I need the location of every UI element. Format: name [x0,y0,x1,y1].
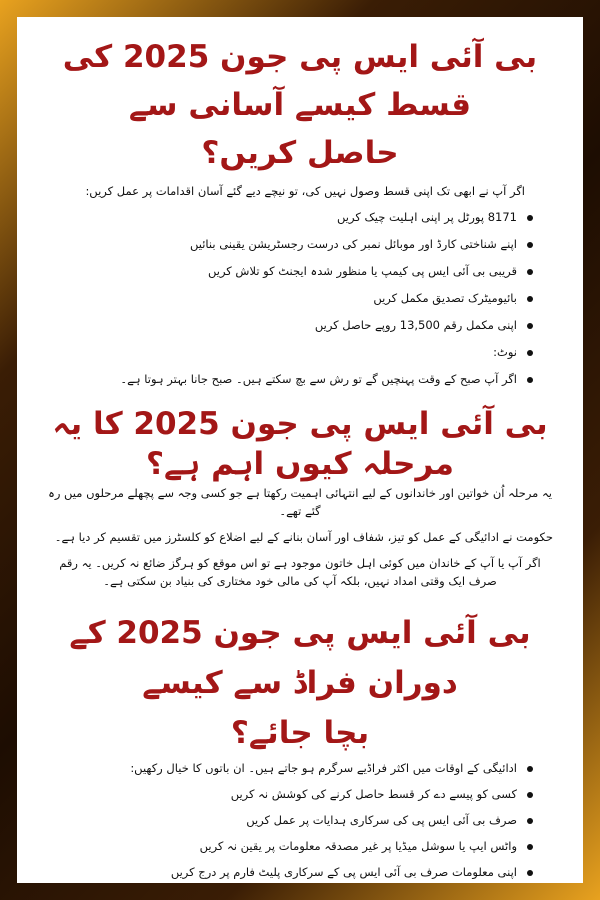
section2-title: بی آئی ایس پی جون 2025 کا یہ مرحلہ کیوں اہم ہے؟ [52,406,548,482]
list-item: نوٹ: [37,342,533,363]
article-card [17,17,583,883]
list-item: کسی کو پیسے دے کر قسط حاصل کرنے کی کوشش نہ کریں [37,784,533,805]
list-item: اپنی معلومات صرف بی آئی ایس پی کے سرکاری پلیٹ فارم پر درج کریں [37,862,533,883]
section1-title-line1: بی آئی ایس پی جون 2025 کی قسط کیسے آسانی سے [62,39,538,123]
list-item: اگر آپ صبح کے وقت پہنچیں گے تو رش سے بچ سکتے ہیں۔ صبح جانا بہتر ہوتا ہے۔ [37,369,533,390]
section3-title-line1: بی آئی ایس پی جون 2025 کے دوران فراڈ سے کیسے [69,615,531,701]
section3-title [37,608,563,758]
list-item: اپنی مکمل رقم 13,500 روپے حاصل کریں [37,315,533,336]
section1-intro: اگر آپ نے ابھی تک اپنی قسط وصول نہیں کی، تو نیچے دیے گئے آسان اقدامات پر عمل کریں: [85,184,525,198]
list-item: اپنے شناختی کارڈ اور موبائل نمبر کی درست رجسٹریشن یقینی بنائیں [37,234,533,255]
list-item: بائیومیٹرک تصدیق مکمل کریں [37,288,533,309]
section2-paragraph-3: اگر آپ یا آپ کے خاندان میں کوئی اہل خاتون موجود ہے تو اس موقع کو ہرگز ضائع نہ کریں۔ یہ رقم صرف ایک وقتی امداد نہیں، بلکہ آپ کی مالی خود مختاری کی بنیاد بن سکتی ہے۔ [59,556,541,588]
section3-title-line2: بچا جائے؟ [230,715,370,751]
list-item: واٹس ایپ یا سوشل میڈیا پر غیر مصدقہ معلومات پر یقین نہ کریں [37,836,533,857]
list-item: ادائیگی کے اوقات میں اکثر فراڈیے سرگرم ہو جاتے ہیں۔ ان باتوں کا خیال رکھیں: [37,758,533,779]
section1-title [37,33,563,177]
section3-fraud-list [37,758,563,883]
section2-paragraph-1: یہ مرحلہ اُن خواتین اور خاندانوں کے لیے انتہائی اہمیت رکھتا ہے جو کسی وجہ سے پچھلے مرحلوں میں رہ گئے تھے۔ [48,486,552,518]
list-item: قریبی بی آئی ایس پی کیمپ یا منظور شدہ ایجنٹ کو تلاش کریں [37,261,533,282]
section2-paragraph-2: حکومت نے ادائیگی کے عمل کو تیز، شفاف اور آسان بنانے کے لیے اضلاع کو کلسٹرز میں تقسیم کر دیا ہے۔ [54,530,553,544]
section1-title-line2: حاصل کریں؟ [201,135,399,171]
list-item: 8171 پورٹل پر اپنی اہلیت چیک کریں [37,207,533,228]
list-item: صرف بی آئی ایس پی کی سرکاری ہدایات پر عمل کریں [37,810,533,831]
section1-steps-list [37,207,563,390]
